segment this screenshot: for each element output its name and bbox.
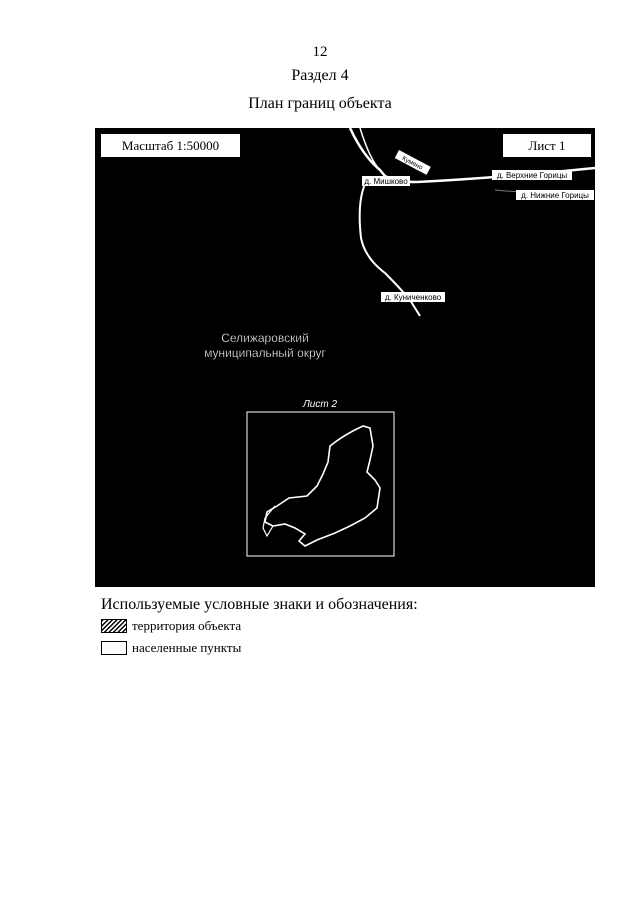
inset-label: Лист 2: [302, 399, 338, 410]
settlement-kunichenkovo: д. Куниченково: [384, 293, 442, 302]
road-label: Кумено: [400, 155, 424, 172]
object-boundary: [265, 426, 380, 546]
district-name-line1: Селижаровский: [221, 331, 309, 345]
page-title: План границ объекта: [248, 95, 392, 112]
empty-swatch-icon: [101, 641, 127, 655]
settlement-nizhnie: д. Нижние Горицы: [521, 191, 589, 200]
section-heading: Раздел 4: [291, 67, 349, 84]
legend-item-label: населенные пункты: [132, 640, 242, 655]
page-number: 12: [312, 44, 328, 60]
legend-item-object-territory: [101, 618, 241, 634]
sheet-label: Лист 1: [502, 133, 592, 158]
legend-item-label: территория объекта: [132, 618, 242, 633]
boundary-map: [95, 128, 595, 587]
legend-title: Используемые условные знаки и обозначения:: [101, 596, 418, 613]
legend-item-settlements: [101, 640, 241, 656]
inset-frame: [247, 412, 394, 556]
district-name-line2: муниципальный округ: [204, 346, 326, 360]
scale-label: Масштаб 1:50000: [100, 133, 241, 158]
settlement-mishkovo: д. Мишково: [364, 177, 408, 186]
map-drawing: [95, 128, 595, 587]
hatched-swatch-icon: [101, 619, 127, 633]
settlement-verkhnie: д. Верхние Горицы: [496, 171, 568, 180]
